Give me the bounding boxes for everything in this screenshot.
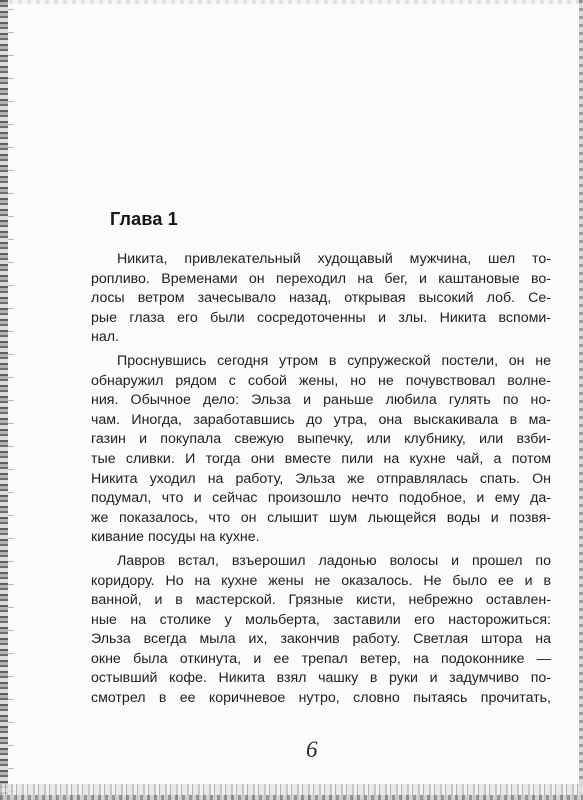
- text-line: ропливо. Временами он переходил на бег, и каштановые во-: [91, 270, 551, 287]
- text-line: Проснувшись сегодня утром в супружеской постели, он не: [117, 352, 551, 369]
- text-line: окне была откинута, и ее трепал ветер, на подоконнике —: [91, 650, 551, 667]
- scan-edge-right: [579, 0, 583, 800]
- paragraph-1: [91, 250, 551, 348]
- text-line: ния. Обычное дело: Эльза и раньше любила гулять по но-: [91, 392, 551, 409]
- text-line: обнаружил рядом с собой жены, но не почувствовал волне-: [91, 372, 551, 389]
- body-text: [91, 250, 551, 713]
- text-line: ванной, и в мастерской. Грязные кисти, небрежно оставлен-: [91, 592, 551, 609]
- paragraph-2: [91, 352, 551, 548]
- text-line: коридору. Но на кухне жены не оказалось. Не было ее и в: [91, 572, 551, 589]
- scan-edge-bottom-shadow: [0, 795, 583, 800]
- scan-edge-left: [0, 0, 8, 800]
- text-line: остывший кофе. Никита взял чашку в руки и задумчиво по-: [91, 670, 551, 687]
- text-line: чам. Иногда, заработавшись до утра, она выскакивала в ма-: [91, 411, 551, 428]
- text-line: рые глаза его были сосредоточенны и злы. Никита вспоми-: [91, 309, 551, 326]
- chapter-title: Глава 1: [110, 209, 179, 229]
- text-line: Никита уходил на работу, Эльза же отправлялась спать. Он: [91, 470, 551, 487]
- paragraph-3: [91, 552, 551, 709]
- text-line: Никита, привлекательный худощавый мужчина, шел то-: [117, 251, 551, 267]
- page-number: 6: [306, 737, 318, 762]
- text-line: нал.: [91, 329, 119, 346]
- text-line: кивание посуды на кухне.: [91, 529, 260, 546]
- text-line: подумал, что и сейчас произошло нечто подобное, и ему да-: [91, 490, 551, 507]
- text-line: ные на столике у мольберта, заставили его насторожиться:: [91, 611, 551, 628]
- text-line: смотрел в ее коричневое нутро, словно пытаясь прочитать,: [91, 690, 551, 707]
- text-line: тые сливки. И тогда они вместе пили на кухне чай, а потом: [91, 450, 551, 467]
- scan-edge-top: [0, 0, 583, 4]
- text-line: лосы ветром зачесывало назад, открывая высокий лоб. Се-: [91, 290, 551, 307]
- text-line: же показалось, что он слышит шум льющейся воды и позвя-: [91, 509, 551, 526]
- text-line: Лавров встал, взъерошил ладонью волосы и прошел по: [117, 552, 551, 569]
- scan-edge-left-noise: [8, 0, 14, 800]
- text-line: газин и покупала свежую выпечку, или клубнику, или взби-: [91, 431, 551, 448]
- text-line: Эльза всегда мыла их, закончив работу. Светлая штора на: [91, 631, 551, 648]
